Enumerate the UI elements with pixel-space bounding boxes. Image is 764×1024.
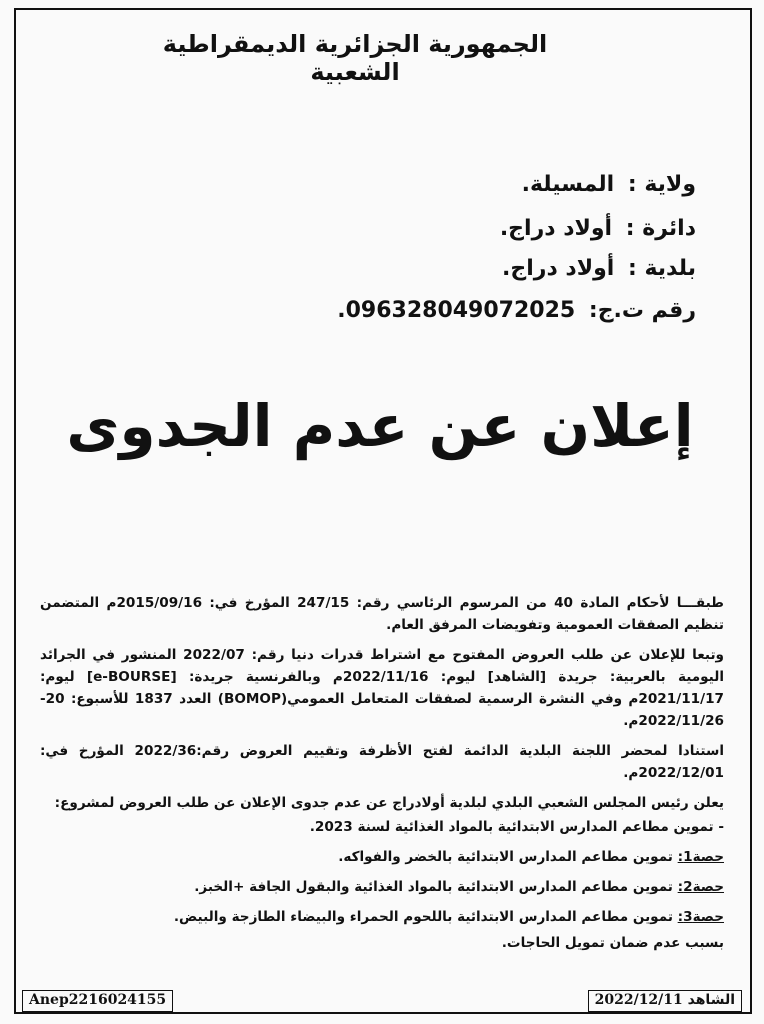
lot-label: حصة3: xyxy=(677,909,724,925)
daira-label: دائرة : xyxy=(625,216,696,241)
wilaya-value: المسيلة. xyxy=(521,172,615,197)
wilaya-line xyxy=(522,172,696,197)
republic-header: الجمهورية الجزائرية الديمقراطية الشعبية xyxy=(162,30,548,86)
committee-minutes-paragraph: استنادا لمحضر اللجنة البلدية الدائمة لفتح الأظرفة وتقييم العروض رقم:2022/36 المؤرخ في: 2022/12/01م. xyxy=(40,743,725,781)
tax-id-value: 096328049072025. xyxy=(337,298,576,323)
lot-item xyxy=(40,876,724,898)
newspaper-date-box xyxy=(588,990,742,1012)
legal-basis-paragraph: طبقـــا لأحكام المادة 40 من المرسوم الرئاسي رقم: 247/15 المؤرخ في: 2015/09/16م المتضمن تنظيم الصفقات العمومية وتفويضات المرفق العام. xyxy=(40,595,724,633)
announcement-body xyxy=(40,592,724,962)
lot-item xyxy=(40,906,724,928)
daira-value: أولاد دراج. xyxy=(499,216,613,241)
lot-text: تموين مطاعم المدارس الابتدائية بالخضر والفواكه. xyxy=(338,849,673,865)
lot-text: تموين مطاعم المدارس الابتدائية بالمواد الغذائية والبقول الجافة +الخبز. xyxy=(194,879,673,895)
tax-id-label: رقم ت.ج: xyxy=(588,298,696,323)
anep-reference: Anep2216024155 xyxy=(22,990,173,1012)
newspaper-name: الشاهد xyxy=(687,992,735,1008)
publication-date: 2022/12/11 xyxy=(594,992,683,1008)
commune-line xyxy=(502,256,696,281)
project-title: - تموين مطاعم المدارس الابتدائية بالمواد الغذائية لسنة 2023. xyxy=(309,819,724,835)
lot-label: حصة2: xyxy=(677,879,724,895)
commune-label: بلدية : xyxy=(627,256,696,281)
tax-id-line xyxy=(337,298,696,323)
daira-line xyxy=(500,216,696,241)
publication-paragraph: وتبعا للإعلان عن طلب العروض المفتوح مع اشتراط قدرات دنيا رقم: 2022/07 المنشور في الجرائد اليومية بالعربية: جريدة [الشاهد] ليوم: 2022/11/16م وبالفرنسية جريدة: [e-BOURSE] ليوم: 2021/11/17م وفي النشرة الرسمية لصفقات المتعامل العمومي(BOMOP) العدد 1837 للأسبوع: 20-2022/11/26م. xyxy=(40,647,724,729)
reason-line: بسبب عدم ضمان تمويل الحاجات. xyxy=(501,935,724,951)
lot-label: حصة1: xyxy=(677,849,724,865)
declaration-paragraph: يعلن رئيس المجلس الشعبي البلدي لبلدية أولادراج عن عدم جدوى الإعلان عن طلب العروض لمشروع: xyxy=(54,795,724,811)
commune-value: أولاد دراج. xyxy=(502,256,615,281)
wilaya-label: ولاية : xyxy=(627,172,696,197)
lot-text: تموين مطاعم المدارس الابتدائية باللحوم الحمراء والبيضاء الطازجة والبيض. xyxy=(173,909,673,925)
lot-item xyxy=(40,846,724,868)
announcement-title: إعلان عن عدم الجدوى xyxy=(66,392,694,460)
